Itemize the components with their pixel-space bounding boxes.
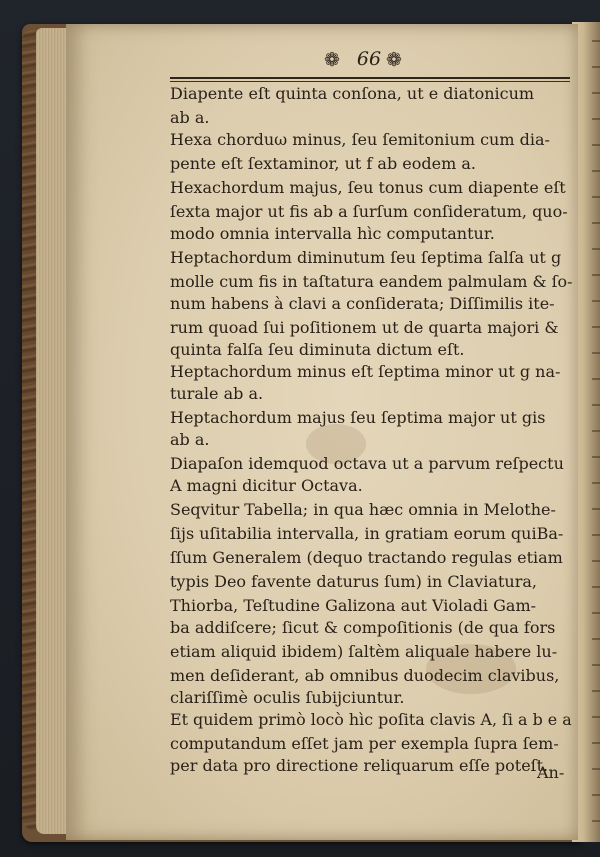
ornament-left-icon: ❁ bbox=[324, 49, 340, 71]
text-line: Thiorba, Teſtudine Galizona aut Violadi Gam- bbox=[170, 596, 537, 615]
text-line: Heptachordum minus eſt ſeptima minor ut g na- bbox=[170, 362, 561, 381]
text-line: computandum eſſet jam per exempla ſupra ſem- bbox=[170, 734, 559, 753]
ornament-right-icon: ❁ bbox=[386, 49, 402, 71]
text-line: ab a. bbox=[170, 108, 210, 127]
text-line: turale ab a. bbox=[170, 384, 264, 403]
text-line: clariſſimè oculis ſubijciuntur. bbox=[170, 688, 405, 707]
page-number: 66 bbox=[356, 48, 382, 70]
text-line: ſſum Generalem (dequo tractando regulas etiam bbox=[170, 548, 563, 567]
text-line: men deſiderant, ab omnibus duodecim clavibus, bbox=[170, 666, 560, 685]
header-rule bbox=[170, 77, 570, 79]
text-line: modo omnia intervalla hìc computantur. bbox=[170, 224, 495, 243]
text-line: ab a. bbox=[170, 430, 210, 449]
text-line: rum quoad ſui poſitionem ut de quarta majori & bbox=[170, 318, 559, 337]
text-line: ſexta major ut fis ab a ſurſum conſideratum, quo- bbox=[170, 202, 568, 221]
catchword: An- bbox=[537, 763, 565, 782]
text-line: Heptachordum diminutum ſeu ſeptima ſalſa ut g bbox=[170, 248, 562, 267]
text-line: per data pro directione reliquarum eſſe poteſt. bbox=[170, 756, 549, 775]
text-line: Heptachordum majus ſeu ſeptima major ut gis bbox=[170, 408, 546, 427]
text-line: pente eſt ſextaminor, ut f ab eodem a. bbox=[170, 154, 476, 173]
text-line: etiam aliquid ibidem) ſaltèm aliquale habere lu- bbox=[170, 642, 558, 661]
running-head bbox=[170, 48, 590, 72]
facing-page-glimpse bbox=[592, 40, 600, 830]
text-line: Hexachordum majus, ſeu tonus cum diapente eſt bbox=[170, 178, 566, 197]
text-line: Diapente eſt quinta conſona, ut e diatonicum bbox=[170, 84, 535, 103]
text-line: Hexa chorduω minus, ſeu ſemitonium cum dia- bbox=[170, 130, 550, 149]
text-line: quinta falſa ſeu diminuta dictum eſt. bbox=[170, 340, 465, 359]
text-line: Diapaſon idemquod octava ut a parvum reſpectu bbox=[170, 454, 564, 473]
text-line: typis Deo favente daturus ſum) in Claviatura, bbox=[170, 572, 537, 591]
text-line: Et quidem primò locò hìc poſita clavis A, ſi a b e a bbox=[170, 710, 572, 729]
text-line: Seqvitur Tabella; in qua hæc omnia in Melothe- bbox=[170, 500, 556, 519]
text-line: molle cum fis in taſtatura eandem palmulam & ſo- bbox=[170, 272, 573, 291]
text-line: A magni dicitur Octava. bbox=[170, 476, 363, 495]
text-line: ba addiſcere; ſicut & compoſitionis (de qua fors bbox=[170, 618, 556, 637]
text-line: num habens à clavi a conſiderata; Diſſimilis ite- bbox=[170, 294, 555, 313]
text-line: ſijs uſitabilia intervalla, in gratiam eorum quiBa- bbox=[170, 524, 564, 543]
